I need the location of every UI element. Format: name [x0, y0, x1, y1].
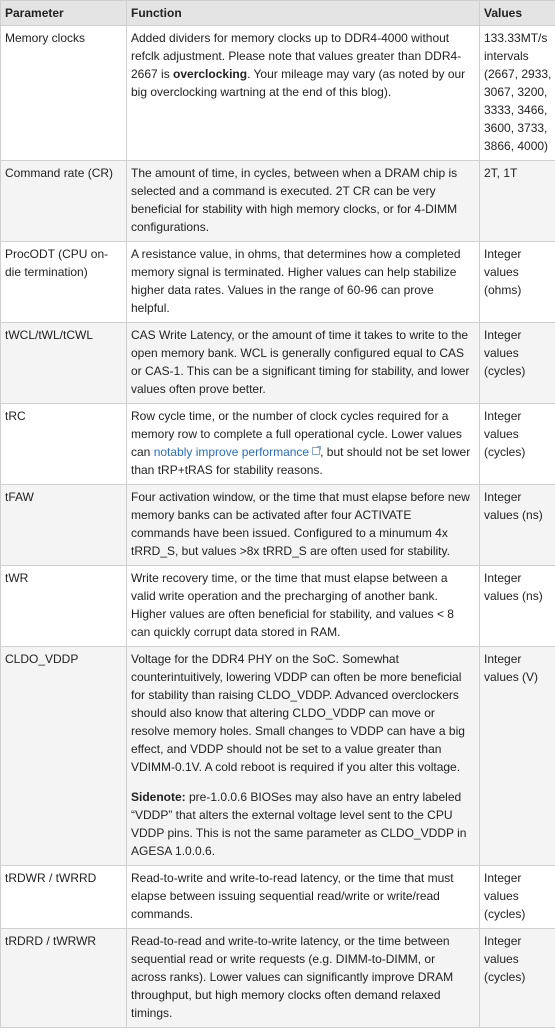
- param-cell: Command rate (CR): [1, 161, 127, 242]
- sidenote: [131, 788, 473, 860]
- sidenote-text: pre-1.0.0.6 BIOSes may also have an entry labeled “VDDP” that alters the external voltage level sent to the CPU VDDP pins. This is not the same parameter as CLDO_VDDP in AGESA 1.0.0.6.: [131, 790, 467, 858]
- param-cell: CLDO_VDDP: [1, 647, 127, 866]
- function-cell: Four activation window, or the time that must elapse before new memory banks can be activated after four ACTIVATE commands have been issued. Configured to a minumum 4x tRRD_S, but values >8x tRRD_S are often used for stability.: [127, 485, 480, 566]
- table-row: [1, 242, 555, 323]
- table-row: [1, 161, 555, 242]
- function-cell: The amount of time, in cycles, between when a DRAM chip is selected and a command is executed. 2T CR can be very beneficial for stability with high memory clocks, or for 4-DIMM configurations.: [127, 161, 480, 242]
- function-text: Row cycle time, or the number of clock cycles required for a memory row to complete a full operational cycle. Lower values can: [131, 409, 462, 459]
- table-row: [1, 404, 555, 485]
- table-row: [1, 566, 555, 647]
- param-cell: tRDWR / tWRRD: [1, 866, 127, 929]
- function-text: . Your mileage may vary (as noted by our big overclocking wartning at the end of this blog).: [131, 67, 466, 99]
- param-cell: tWCL/tWL/tCWL: [1, 323, 127, 404]
- header-function: Function: [127, 1, 480, 26]
- table-row: [1, 485, 555, 566]
- values-cell: Integer values (cycles): [480, 323, 555, 404]
- values-cell: Integer values (V): [480, 647, 555, 866]
- function-cell: [127, 404, 480, 485]
- function-cell: Write recovery time, or the time that must elapse between a valid write operation and the precharging of another bank. Higher values are often beneficial for stability, and values < 8 can quickly corrupt data stored in RAM.: [127, 566, 480, 647]
- function-cell: Read-to-write and write-to-read latency, or the time that must elapse between issuing sequential read/write or write/read commands.: [127, 866, 480, 929]
- values-cell: Integer values (cycles): [480, 929, 555, 1028]
- values-cell: Integer values (cycles): [480, 866, 555, 929]
- overclocking-emphasis: overclocking: [173, 67, 248, 81]
- table-row: [1, 647, 555, 866]
- values-cell: Integer values (ns): [480, 566, 555, 647]
- link-text[interactable]: notably improve performance: [153, 445, 310, 459]
- table-header: [1, 1, 555, 26]
- param-cell: tFAW: [1, 485, 127, 566]
- function-cell: Read-to-read and write-to-write latency, or the time between sequential read or write requests (e.g. DIMM-to-DIMM, or across ranks). Lower values can significantly improve DRAM throughput, but high memory clocks often demand relaxed timings.: [127, 929, 480, 1028]
- values-cell: Integer values (ns): [480, 485, 555, 566]
- table-row: [1, 866, 555, 929]
- function-cell: A resistance value, in ohms, that determines how a completed memory signal is terminated. Higher values can help stabilize higher data rates. Values in the range of 60-96 can prove helpful.: [127, 242, 480, 323]
- param-cell: ProcODT (CPU on-die termination): [1, 242, 127, 323]
- param-cell: tRC: [1, 404, 127, 485]
- sidenote-label: Sidenote:: [131, 790, 186, 804]
- function-text: , but should not be set lower than tRP+tRAS for stability reasons.: [131, 445, 471, 477]
- values-cell: 2T, 1T: [480, 161, 555, 242]
- header-values: Values: [480, 1, 555, 26]
- function-cell: [127, 26, 480, 161]
- function-cell: [127, 647, 480, 866]
- param-cell: tWR: [1, 566, 127, 647]
- param-cell: Memory clocks: [1, 26, 127, 161]
- function-cell: CAS Write Latency, or the amount of time it takes to write to the open memory bank. WCL is generally configured equal to CAS or CAS-1. This can be a significant timing for stability, and lower values often prove better.: [127, 323, 480, 404]
- table-row: [1, 26, 555, 161]
- function-text: Added dividers for memory clocks up to DDR4-4000 without refclk adjustment. Please note that values greater than DDR4-2667 is: [131, 31, 462, 81]
- values-cell: Integer values (cycles): [480, 404, 555, 485]
- table-row: [1, 323, 555, 404]
- performance-link[interactable]: [154, 445, 320, 459]
- function-text: Voltage for the DDR4 PHY on the SoC. Somewhat counterintuitively, lowering VDDP can often be more beneficial for stability than raising CLDO_VDDP. Advanced overclockers should also know that altering CLDO_VDDP can move or resolve memory holes. Small changes to VDDP can have a big effect, and VDDP should not be set to a value greater than VDIMM-0.1V. A cold reboot is required if you alter this voltage.: [131, 652, 465, 774]
- table-row: [1, 929, 555, 1028]
- header-parameter: Parameter: [1, 1, 127, 26]
- values-cell: 133.33MT/s intervals (2667, 2933, 3067, 3200, 3333, 3466, 3600, 3733, 3866, 4000): [480, 26, 555, 161]
- param-cell: tRDRD / tWRWR: [1, 929, 127, 1028]
- header-row: [1, 1, 555, 26]
- values-cell: Integer values (ohms): [480, 242, 555, 323]
- external-link-icon: [312, 447, 320, 455]
